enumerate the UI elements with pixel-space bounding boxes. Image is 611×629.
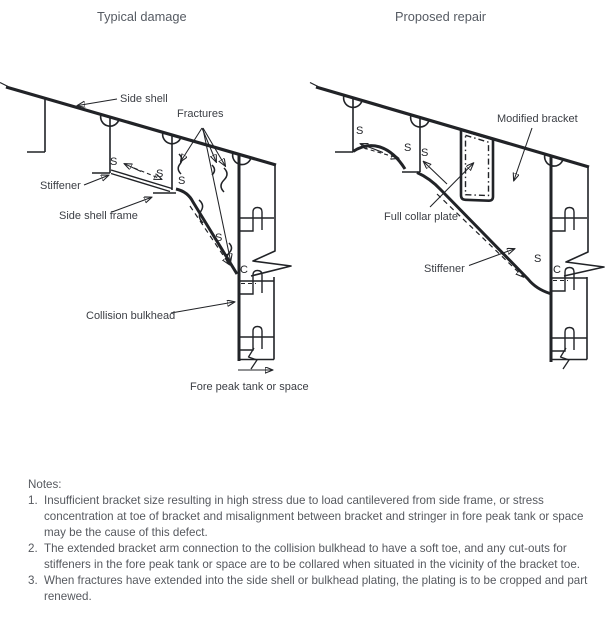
stiffener-section-1 <box>552 208 587 232</box>
bracket-hidden-stiffener-arrow <box>190 206 229 264</box>
plating-edge-with-break <box>251 166 291 360</box>
left-diagram-title: Typical damage <box>97 9 187 24</box>
side-frame-1 <box>27 99 45 152</box>
note-number: 3. <box>28 573 38 587</box>
full-collar-plate-label: Full collar plate <box>384 211 458 223</box>
fracture-squiggle-1 <box>178 154 182 174</box>
stiffener-section-3 <box>240 327 274 351</box>
proposed-repair-diagram <box>310 9 604 369</box>
note-item-1 <box>28 493 588 541</box>
left-fracture-marks <box>178 154 231 264</box>
stiffener-label: Stiffener <box>40 180 81 192</box>
full-collar-plate-inner <box>466 135 489 195</box>
collision-bulkhead-label: Collision bulkhead <box>86 310 176 322</box>
collision-bulkhead-leader <box>171 302 234 313</box>
typical-damage-diagram <box>0 9 309 393</box>
s-marker: S <box>404 142 412 154</box>
stiffener-direction-arrow-2 <box>424 162 447 184</box>
note-number: 2. <box>28 541 38 555</box>
left-structure <box>0 83 291 370</box>
left-arrows <box>78 99 272 370</box>
note-text: When fractures have extended into the side shell or bulkhead plating, the plating is to be cropped and part renewed. <box>44 573 588 603</box>
s-marker: S <box>356 125 364 137</box>
stiffener-leader <box>84 176 108 186</box>
fractures-label: Fractures <box>177 108 224 120</box>
notes-heading: Notes: <box>28 478 62 491</box>
side-frame-1 <box>335 98 353 152</box>
fracture-arrow-1 <box>181 128 202 161</box>
extended-bracket-arm <box>417 173 550 294</box>
s-marker: S <box>178 175 186 187</box>
note-item-2 <box>28 541 588 573</box>
note-item-3 <box>28 573 588 605</box>
right-diagram-title: Proposed repair <box>395 9 487 24</box>
side-shell-leader <box>78 99 117 106</box>
s-marker: S <box>421 147 429 159</box>
modified-bracket-label: Modified bracket <box>497 113 578 125</box>
note-text: Insufficient bracket size resulting in high stress due to load cantilevered from side frame, or stress concentration at toe of bracket and misalignment between bracket and stringer in fore peak tank or space may be the cause of this defect. <box>44 493 584 539</box>
note-text: The extended bracket arm connection to the collision bulkhead to have a soft toe, and any cut-outs for stiffeners in the fore peak tank or space are to be collared when situated in the vicinity of the bracket toe. <box>44 541 580 571</box>
stiffener-section-1 <box>240 208 274 232</box>
note-number: 1. <box>28 493 38 507</box>
c-marker: C <box>553 264 561 276</box>
stiffener-direction-arrow <box>125 164 141 172</box>
stiffener-label: Stiffener <box>424 263 465 275</box>
notes-section <box>28 477 588 605</box>
right-structure <box>310 83 604 370</box>
s-marker: S <box>534 253 542 265</box>
s-marker: S <box>156 168 164 180</box>
bottom-break-symbol <box>249 348 258 369</box>
left-bulkhead-stiffener-sections <box>240 208 274 351</box>
c-marker: C <box>240 264 248 276</box>
fracture-squiggle-3 <box>221 168 227 192</box>
fore-peak-tank-label: Fore peak tank or space <box>190 381 309 393</box>
side-shell-label: Side shell <box>120 93 168 105</box>
left-labels <box>40 93 309 393</box>
s-marker: S <box>215 232 223 244</box>
right-bulkhead-stiffener-sections <box>552 208 587 352</box>
plating-edge-with-break <box>564 167 604 360</box>
s-marker: S <box>110 156 118 168</box>
modified-bracket-leader <box>514 128 532 180</box>
side-shell-frame-label: Side shell frame <box>59 210 138 222</box>
stiffener-section-3 <box>552 328 587 352</box>
modified-bracket-arc <box>353 146 405 169</box>
